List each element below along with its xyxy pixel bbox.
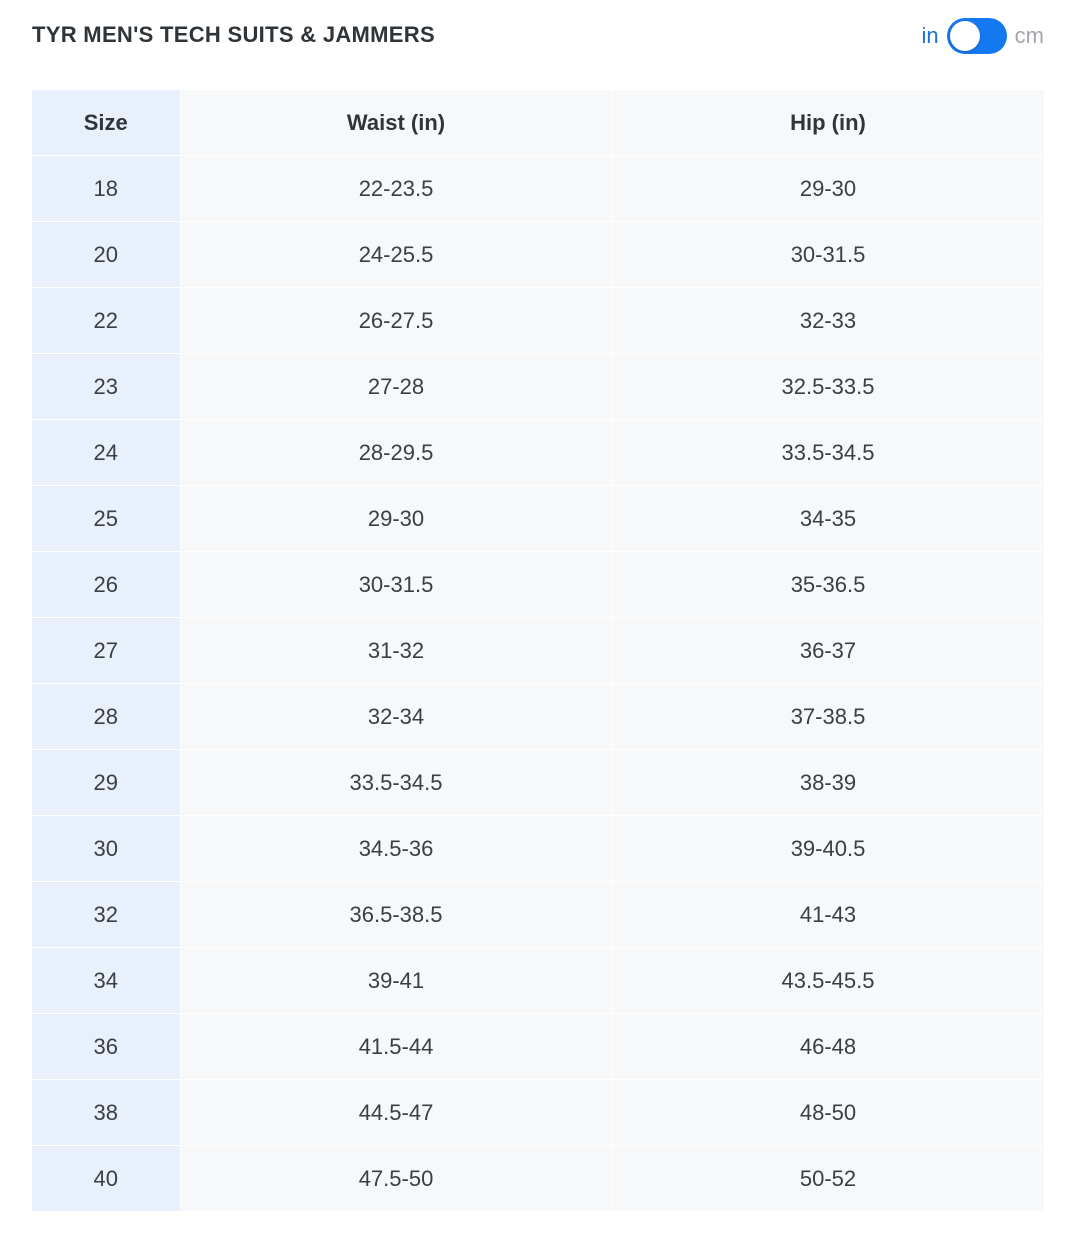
hip-cell: 37-38.5 <box>612 684 1044 750</box>
hip-cell: 32.5-33.5 <box>612 354 1044 420</box>
header-waist: Waist (in) <box>180 90 612 156</box>
size-cell: 20 <box>32 222 180 288</box>
waist-cell: 28-29.5 <box>180 420 612 486</box>
waist-cell: 22-23.5 <box>180 156 612 222</box>
size-chart-table <box>32 90 1045 1212</box>
size-cell: 29 <box>32 750 180 816</box>
waist-cell: 44.5-47 <box>180 1080 612 1146</box>
waist-cell: 24-25.5 <box>180 222 612 288</box>
waist-cell: 36.5-38.5 <box>180 882 612 948</box>
unit-toggle <box>922 18 1044 54</box>
table-row <box>32 684 1044 750</box>
waist-cell: 39-41 <box>180 948 612 1014</box>
header-hip: Hip (in) <box>612 90 1044 156</box>
waist-cell: 27-28 <box>180 354 612 420</box>
table-row <box>32 882 1044 948</box>
size-cell: 24 <box>32 420 180 486</box>
size-cell: 23 <box>32 354 180 420</box>
table-row <box>32 420 1044 486</box>
waist-cell: 32-34 <box>180 684 612 750</box>
waist-cell: 47.5-50 <box>180 1146 612 1212</box>
table-row <box>32 288 1044 354</box>
header-size: Size <box>32 90 180 156</box>
size-cell: 22 <box>32 288 180 354</box>
waist-cell: 41.5-44 <box>180 1014 612 1080</box>
unit-label-in[interactable]: in <box>921 23 939 48</box>
hip-cell: 46-48 <box>612 1014 1044 1080</box>
unit-label-cm[interactable]: cm <box>1014 23 1044 48</box>
table-body <box>32 156 1044 1212</box>
hip-cell: 41-43 <box>612 882 1044 948</box>
size-cell: 18 <box>32 156 180 222</box>
table-row <box>32 1014 1044 1080</box>
table-row <box>32 816 1044 882</box>
waist-cell: 33.5-34.5 <box>180 750 612 816</box>
waist-cell: 34.5-36 <box>180 816 612 882</box>
table-row <box>32 552 1044 618</box>
hip-cell: 38-39 <box>612 750 1044 816</box>
table-row <box>32 750 1044 816</box>
hip-cell: 48-50 <box>612 1080 1044 1146</box>
hip-cell: 43.5-45.5 <box>612 948 1044 1014</box>
table-row <box>32 618 1044 684</box>
hip-cell: 36-37 <box>612 618 1044 684</box>
waist-cell: 26-27.5 <box>180 288 612 354</box>
size-cell: 25 <box>32 486 180 552</box>
waist-cell: 30-31.5 <box>180 552 612 618</box>
table-row <box>32 222 1044 288</box>
table-row <box>32 1146 1044 1212</box>
table-row <box>32 1080 1044 1146</box>
hip-cell: 30-31.5 <box>612 222 1044 288</box>
hip-cell: 39-40.5 <box>612 816 1044 882</box>
size-cell: 32 <box>32 882 180 948</box>
waist-cell: 29-30 <box>180 486 612 552</box>
hip-cell: 35-36.5 <box>612 552 1044 618</box>
switch-knob <box>950 21 980 51</box>
size-cell: 34 <box>32 948 180 1014</box>
table-row <box>32 156 1044 222</box>
table-header-row <box>32 90 1044 156</box>
hip-cell: 32-33 <box>612 288 1044 354</box>
hip-cell: 34-35 <box>612 486 1044 552</box>
size-cell: 30 <box>32 816 180 882</box>
table-row <box>32 354 1044 420</box>
size-chart-title: TYR MEN'S TECH SUITS & JAMMERS <box>32 22 435 47</box>
size-cell: 40 <box>32 1146 180 1212</box>
table-row <box>32 486 1044 552</box>
size-cell: 38 <box>32 1080 180 1146</box>
size-cell: 36 <box>32 1014 180 1080</box>
size-cell: 26 <box>32 552 180 618</box>
waist-cell: 31-32 <box>180 618 612 684</box>
unit-switch[interactable] <box>947 18 1007 54</box>
hip-cell: 33.5-34.5 <box>612 420 1044 486</box>
size-cell: 28 <box>32 684 180 750</box>
size-cell: 27 <box>32 618 180 684</box>
table-row <box>32 948 1044 1014</box>
hip-cell: 50-52 <box>612 1146 1044 1212</box>
hip-cell: 29-30 <box>612 156 1044 222</box>
